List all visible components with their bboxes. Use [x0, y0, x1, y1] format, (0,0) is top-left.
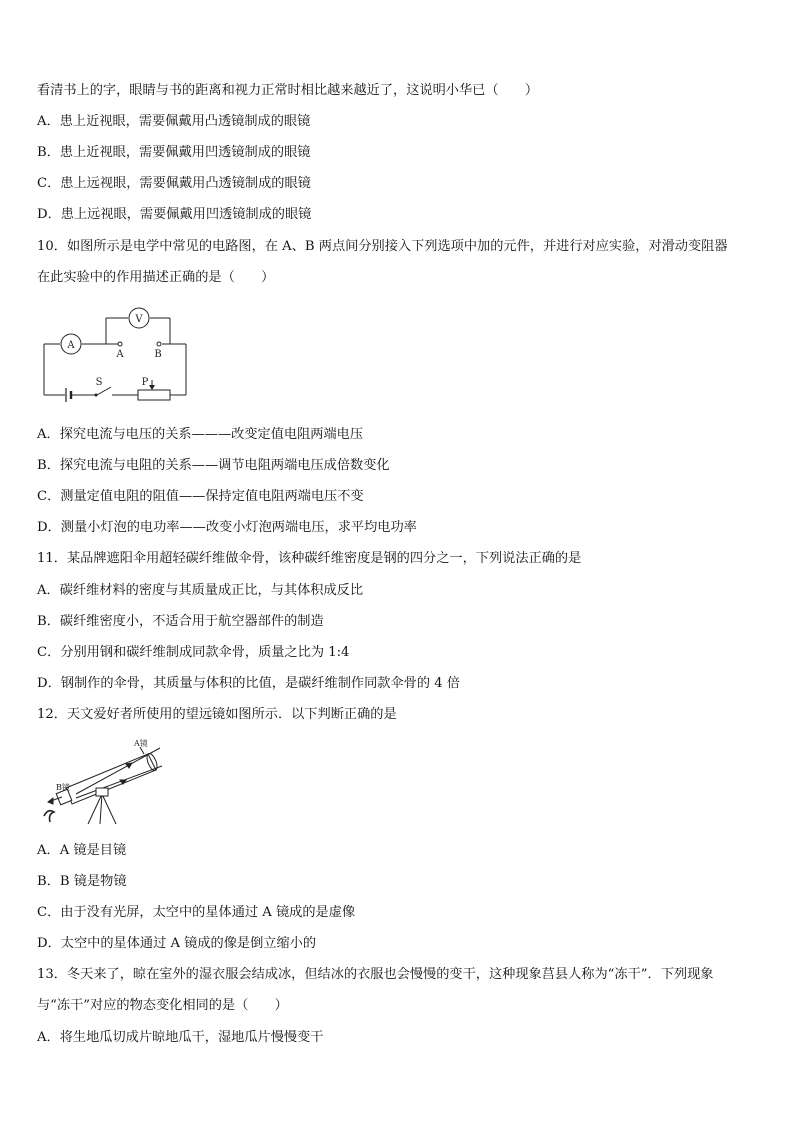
- q9-option-d: D．患上远视眼，需要佩戴用凹透镜制成的眼镜: [37, 207, 312, 222]
- q9-option-b: B．患上近视眼，需要佩戴用凹透镜制成的眼镜: [37, 145, 311, 160]
- q10-option-c: C．测量定值电阻的阻值——保持定值电阻两端电压不变: [37, 489, 364, 504]
- q12-option-c: C．由于没有光屏，太空中的星体通过 A 镜成的是虚像: [37, 905, 356, 920]
- q10-option-a: A．探究电流与电压的关系———改变定值电阻两端电压: [37, 427, 364, 442]
- q9-option-a: A．患上近视眼，需要佩戴用凸透镜制成的眼镜: [37, 114, 311, 129]
- rheostat-icon: [138, 390, 170, 400]
- q12-option-d: D．太空中的星体通过 A 镜成的像是倒立缩小的: [37, 936, 317, 951]
- q12-option-a: A．A 镜是目镜: [37, 843, 127, 858]
- q10-stem-line1: 10．如图所示是电学中常见的电路图，在 A、B 两点间分别接入下列选项中加的元件，并进行对应实验，对滑动变阻器: [37, 239, 728, 254]
- q11-option-a: A．碳纤维材料的密度与其质量成正比，与其体积成反比: [37, 583, 364, 598]
- switch-icon: [97, 387, 111, 395]
- q9-option-c: C．患上远视眼，需要佩戴用凸透镜制成的眼镜: [37, 176, 311, 191]
- ammeter-label: A: [67, 340, 75, 351]
- q12-option-b: B．B 镜是物镜: [37, 874, 127, 889]
- q10-option-d: D．测量小灯泡的电功率——改变小灯泡两端电压，求平均电功率: [37, 520, 417, 535]
- point-b-label: B: [154, 349, 162, 360]
- q11-option-b: B．碳纤维密度小，不适合用于航空器部件的制造: [37, 614, 324, 629]
- lens-b-label: B镜: [56, 783, 70, 792]
- q10-stem-line2: 在此实验中的作用描述正确的是（ ）: [37, 270, 275, 285]
- telescope-figure: [40, 736, 166, 828]
- circuit-diagram: [40, 305, 190, 405]
- lens-a-label: A镜: [134, 739, 148, 748]
- q13-stem-line2: 与“冻干”对应的物态变化相同的是（ ）: [37, 998, 288, 1013]
- q11-stem: 11．某品牌遮阳伞用超轻碳纤维做伞骨，该种碳纤维密度是钢的四分之一，下列说法正确的是: [37, 551, 582, 566]
- q11-option-d: D．钢制作的伞骨，其质量与体积的比值，是碳纤维制作同款伞骨的 4 倍: [37, 676, 460, 691]
- point-a-label: A: [116, 349, 124, 360]
- switch-label: S: [95, 377, 103, 388]
- q9-stem: 看清书上的字，眼睛与书的距离和视力正常时相比越来越近了，这说明小华已（ ）: [37, 83, 539, 98]
- voltmeter-label: V: [135, 314, 143, 325]
- q11-option-c: C．分别用钢和碳纤维制成同款伞骨，质量之比为 1:4: [37, 645, 350, 660]
- q12-stem: 12．天文爱好者所使用的望远镜如图所示．以下判断正确的是: [37, 707, 397, 722]
- q13-option-a: A．将生地瓜切成片晾地瓜干，湿地瓜片慢慢变干: [37, 1030, 324, 1045]
- observer-eye-icon: [44, 811, 54, 822]
- slider-label: P: [141, 377, 149, 388]
- q10-option-b: B．探究电流与电阻的关系——调节电阻两端电压成倍数变化: [37, 458, 390, 473]
- q13-stem-line1: 13．冬天来了，晾在室外的湿衣服会结成冰，但结冰的衣服也会慢慢的变干，这种现象莒县人称为“冻干”．下列现象: [37, 967, 714, 982]
